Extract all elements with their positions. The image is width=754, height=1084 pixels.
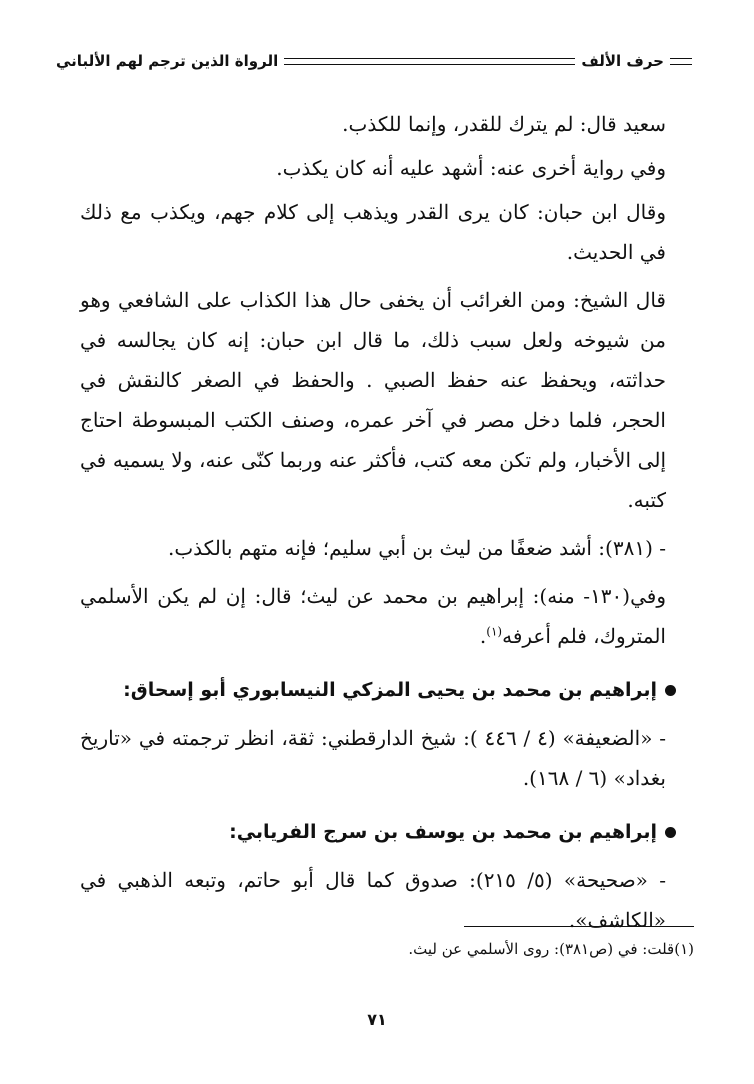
paragraph-1: سعيد قال: لم يترك للقدر، وإنما للكذب.	[342, 112, 666, 136]
header-rule-middle	[284, 58, 575, 65]
footnote: (١)قلت: في (ص٣٨١): روى الأسلمي عن ليث.	[408, 940, 694, 958]
header-section-label: الرواة الذين ترجم لهم الألباني	[56, 52, 279, 70]
entry-heading-2-text: إبراهيم بن محمد بن يوسف بن سرج الفريابي:	[229, 821, 657, 843]
paragraph-6-end: .	[479, 624, 487, 648]
entry-heading-1	[80, 670, 676, 710]
entry-1-text: - «الضعيفة» (٤ / ٤٤٦ ): شيخ الدارقطني: ثقة، انظر ترجمته في «تاريخ بغداد» (٦ / ١٦٨).	[80, 726, 666, 790]
bullet-icon	[665, 685, 676, 696]
paragraph-6	[80, 576, 666, 656]
bullet-icon	[665, 827, 676, 838]
running-header	[56, 46, 698, 76]
entry-heading-2	[80, 812, 676, 852]
entry-2-text: - «صحيحة» (٥/ ٢١٥): صدوق كما قال أبو حاتم، وتبعه الذهبي في «الكاشف».	[80, 868, 666, 932]
footnote-divider	[464, 926, 694, 927]
entry-heading-1-text: إبراهيم بن محمد بن يحيى المزكي النيسابوري أبو إسحاق:	[123, 679, 657, 701]
paragraph-6-text: وفي(١٣٠- منه): إبراهيم بن محمد عن ليث؛ قال: إن لم يكن الأسلمي المتروك، فلم أعرفه	[80, 584, 666, 648]
footnote-reference[interactable]: (١)	[486, 624, 503, 639]
paragraph-4: قال الشيخ: ومن الغرائب أن يخفى حال هذا الكذاب على الشافعي وهو من شيوخه ولعل سبب ذلك، ما قال ابن حبان: إنه كان يجالسه في حداثته، ويحفظ عنه حفظ الصبي . والحفظ في الصغر كالنقش في الحجر، فلما دخل مصر في آخر عمره، وصنف الكتب المبسوطة احتاج إلى الأخبار، ولم تكن معه كتب، فأكثر عنه وربما كنّى عنه، ولا يسميه في كتبه.	[80, 288, 666, 512]
paragraph-5: - (٣٨١): أشد ضعفًا من ليث بن أبي سليم؛ فإنه متهم بالكذب.	[168, 536, 666, 560]
paragraph-3: وقال ابن حبان: كان يرى القدر ويذهب إلى كلام جهم، ويكذب مع ذلك في الحديث.	[80, 200, 666, 264]
header-rule-right	[670, 58, 692, 65]
paragraph-2: وفي رواية أخرى عنه: أشهد عليه أنه كان يكذب.	[276, 156, 666, 180]
page-number: ٧١	[367, 1010, 387, 1029]
page-body	[80, 104, 666, 948]
header-chapter-label: حرف الألف	[581, 52, 664, 70]
